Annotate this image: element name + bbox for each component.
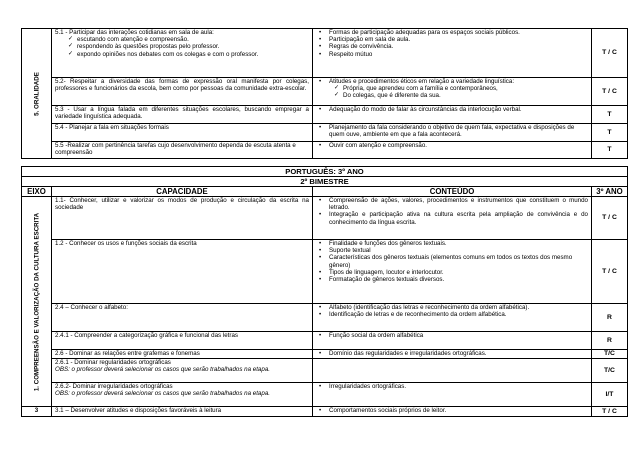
sub-list bbox=[329, 85, 588, 99]
table-row bbox=[22, 332, 628, 350]
ano-cell: T / C bbox=[592, 29, 628, 78]
conteudo-cell bbox=[313, 29, 592, 78]
list-item: • Características dos gêneros textuais (elementos comuns em todos os textos dos mesmo gênero) bbox=[316, 254, 588, 268]
conteudo-cell bbox=[313, 383, 592, 407]
title-row bbox=[22, 167, 628, 177]
conteudo-cell bbox=[313, 106, 592, 124]
ano-cell: T / C bbox=[592, 240, 628, 304]
list-item: • Integração e participação ativa na cultura escrita pela ampliação de convivência e do conhecimento da língua escrita. bbox=[316, 211, 588, 225]
list-item: ✓ respondendo às questões propostas pelo professor. bbox=[55, 43, 309, 50]
conteudo-list bbox=[316, 29, 588, 58]
list-item: ✓ expondo opiniões nos debates com os colegas e com o professor. bbox=[55, 51, 309, 58]
header-capacidade: CAPACIDADE bbox=[52, 187, 313, 197]
table-row bbox=[22, 407, 628, 417]
obs-text: OBS: o professor deverá selecionar os casos que serão trabalhados na etapa. bbox=[55, 390, 270, 398]
list-item: ✓ Própria, que aprendeu com a família e contemporâneos, bbox=[329, 85, 588, 92]
list-item: • Suporte textual bbox=[316, 247, 588, 254]
capacidade-cell: 5.2- Respeitar a diversidade das formas de expressão oral manifesta por colegas, professores e funcionários da escola, bem como por pessoas da comunidade extra-escolar. bbox=[52, 78, 313, 106]
list-item: ✓ escutando com atenção e compreensão. bbox=[55, 36, 309, 43]
conteudo-list bbox=[316, 142, 588, 149]
ano-cell: T bbox=[592, 142, 628, 159]
conteudo-list bbox=[316, 240, 588, 283]
table-row bbox=[22, 106, 628, 124]
conteudo-cell bbox=[313, 332, 592, 350]
list-item: • Identificação de letras e de reconhecimento da ordem alfabética. bbox=[316, 311, 588, 318]
conteudo-list bbox=[316, 78, 588, 100]
list-item: • Irregularidades ortográficas. bbox=[316, 383, 588, 390]
capacidade-cell: 5.5 -Realizar com pertinência tarefas cujo desenvolvimento dependa de escuta atenta e compreensão bbox=[52, 142, 313, 159]
conteudo-cell bbox=[313, 240, 592, 304]
obs-text: OBS: o professor deverá selecionar os casos que serão trabalhados na etapa. bbox=[55, 366, 270, 374]
capacidade-cell: 5.3 - Usar a língua falada em diferentes situações escolares, buscando empregar a variedade linguística adequada. bbox=[52, 106, 313, 124]
table-row bbox=[22, 304, 628, 332]
conteudo-cell bbox=[313, 124, 592, 142]
list-item: • Função social da ordem alfabética bbox=[316, 332, 588, 339]
conteudo-cell bbox=[313, 197, 592, 240]
conteudo-list bbox=[316, 383, 588, 390]
table-row bbox=[22, 142, 628, 159]
capacidade-text: 2.6.1 - Dominar regularidades ortográficas bbox=[55, 359, 171, 366]
list-item: • Participação em sala de aula. bbox=[316, 36, 588, 43]
oralidade-table bbox=[21, 28, 628, 159]
list-item: • Respeito mútuo bbox=[316, 51, 588, 58]
capacidade-cell bbox=[52, 29, 313, 78]
list-item: • Adequação do modo de falar às circunstâncias da interlocução verbal. bbox=[316, 106, 588, 113]
list-item: • Domínio das regularidades e irregularidades ortográficas. bbox=[316, 350, 588, 357]
capacidade-cell: 1.1- Conhecer, utilizar e valorizar os modos de produção e circulação da escrita na sociedade bbox=[52, 197, 313, 240]
ano-cell: T/C bbox=[592, 359, 628, 383]
list-item: ✓ Do colegas, que é diferente da sua. bbox=[329, 92, 588, 99]
table-row bbox=[22, 383, 628, 407]
table-row bbox=[22, 29, 628, 78]
capacidade-cell: 2.6 - Dominar as relações entre grafemas e fonemas bbox=[52, 350, 313, 359]
capacidade-list bbox=[55, 36, 309, 58]
conteudo-cell bbox=[313, 350, 592, 359]
conteudo-list bbox=[316, 332, 588, 339]
conteudo-list bbox=[316, 124, 588, 138]
list-item: • Regras de convivência. bbox=[316, 43, 588, 50]
capacidade-cell: 1.2 - Conhecer os usos e funções sociais da escrita bbox=[52, 240, 313, 304]
axis-cell: 3 bbox=[22, 407, 52, 417]
conteudo-cell bbox=[313, 304, 592, 332]
ano-cell: T bbox=[592, 106, 628, 124]
ano-cell: R bbox=[592, 332, 628, 350]
conteudo-cell bbox=[313, 359, 592, 383]
portugues-table bbox=[21, 166, 628, 417]
table-row bbox=[22, 359, 628, 383]
list-item: • Planejamento da fala considerando o objetivo de quem fala, expectativa e disposições de quem ouve, ambiente em que a fala acontecerá. bbox=[316, 124, 588, 138]
ano-cell: I/T bbox=[592, 383, 628, 407]
subtitle-row bbox=[22, 177, 628, 187]
header-ano: 3º ANO bbox=[592, 187, 628, 197]
axis-cell bbox=[22, 29, 52, 159]
ano-cell: T bbox=[592, 124, 628, 142]
table-row bbox=[22, 124, 628, 142]
ano-cell: T / C bbox=[592, 197, 628, 240]
capacidade-cell: 2.4.1 - Compreender a categorização gráfica e funcional das letras bbox=[52, 332, 313, 350]
list-item: • Finalidade e funções dos gêneros textuais. bbox=[316, 240, 588, 247]
table-subtitle: 2º BIMESTRE bbox=[22, 177, 628, 187]
conteudo-list bbox=[316, 106, 588, 113]
list-item: • Comportamentos sociais próprios de leitor. bbox=[316, 407, 588, 414]
header-conteudo: CONTEÚDO bbox=[313, 187, 592, 197]
capacidade-text: 5.1 - Participar das interações cotidianas em sala de aula: bbox=[55, 29, 214, 36]
capacidade-cell bbox=[52, 383, 313, 407]
axis-cell bbox=[22, 197, 52, 407]
ano-cell: T/C bbox=[592, 350, 628, 359]
capacidade-text: 2.6.2- Dominar irregularidades ortográficas bbox=[55, 383, 173, 390]
table-row bbox=[22, 78, 628, 106]
ano-cell: T / C bbox=[592, 407, 628, 417]
table-row bbox=[22, 240, 628, 304]
conteudo-list bbox=[316, 197, 588, 226]
list-item: • Tipos de linguagem, locutor e interlocutor. bbox=[316, 269, 588, 276]
axis-label: 5. ORALIDADE bbox=[33, 71, 40, 116]
capacidade-cell: 3.1 – Desenvolver atitudes e disposições favoráveis à leitura bbox=[52, 407, 313, 417]
conteudo-cell bbox=[313, 142, 592, 159]
conteudo-list bbox=[316, 304, 588, 318]
axis-label: 1. COMPREENSÃO E VALORIZAÇÃO DA CULTURA ESCRITA bbox=[33, 212, 40, 391]
list-item bbox=[316, 78, 588, 100]
conteudo-cell bbox=[313, 407, 592, 417]
list-item: • Formas de participação adequadas para os espaços sociais públicos. bbox=[316, 29, 588, 36]
capacidade-cell bbox=[52, 359, 313, 383]
table-title: PORTUGUÊS: 3º ANO bbox=[22, 167, 628, 177]
table-row bbox=[22, 197, 628, 240]
header-row bbox=[22, 187, 628, 197]
ano-cell: T / C bbox=[592, 78, 628, 106]
list-item: • Alfabeto (identificação das letras e reconhecimento da ordem alfabética). bbox=[316, 304, 588, 311]
ano-cell: R bbox=[592, 304, 628, 332]
conteudo-list bbox=[316, 350, 588, 357]
list-item: • Ouvir com atenção e compreensão. bbox=[316, 142, 588, 149]
capacidade-cell: 5.4 - Planejar a fala em situações formais bbox=[52, 124, 313, 142]
header-eixo: EIXO bbox=[22, 187, 52, 197]
list-item: • Formatação de gêneros textuais diversos. bbox=[316, 276, 588, 283]
table-row bbox=[22, 350, 628, 359]
conteudo-cell bbox=[313, 78, 592, 106]
capacidade-cell: 2.4 – Conhecer o alfabeto: bbox=[52, 304, 313, 332]
conteudo-list bbox=[316, 407, 588, 414]
list-item-text: Atitudes e procedimentos éticos em relação a variedade linguística: bbox=[329, 78, 515, 85]
list-item: • Compreensão de ações, valores, procedimentos e instrumentos que constituem o mundo letrado. bbox=[316, 197, 588, 211]
